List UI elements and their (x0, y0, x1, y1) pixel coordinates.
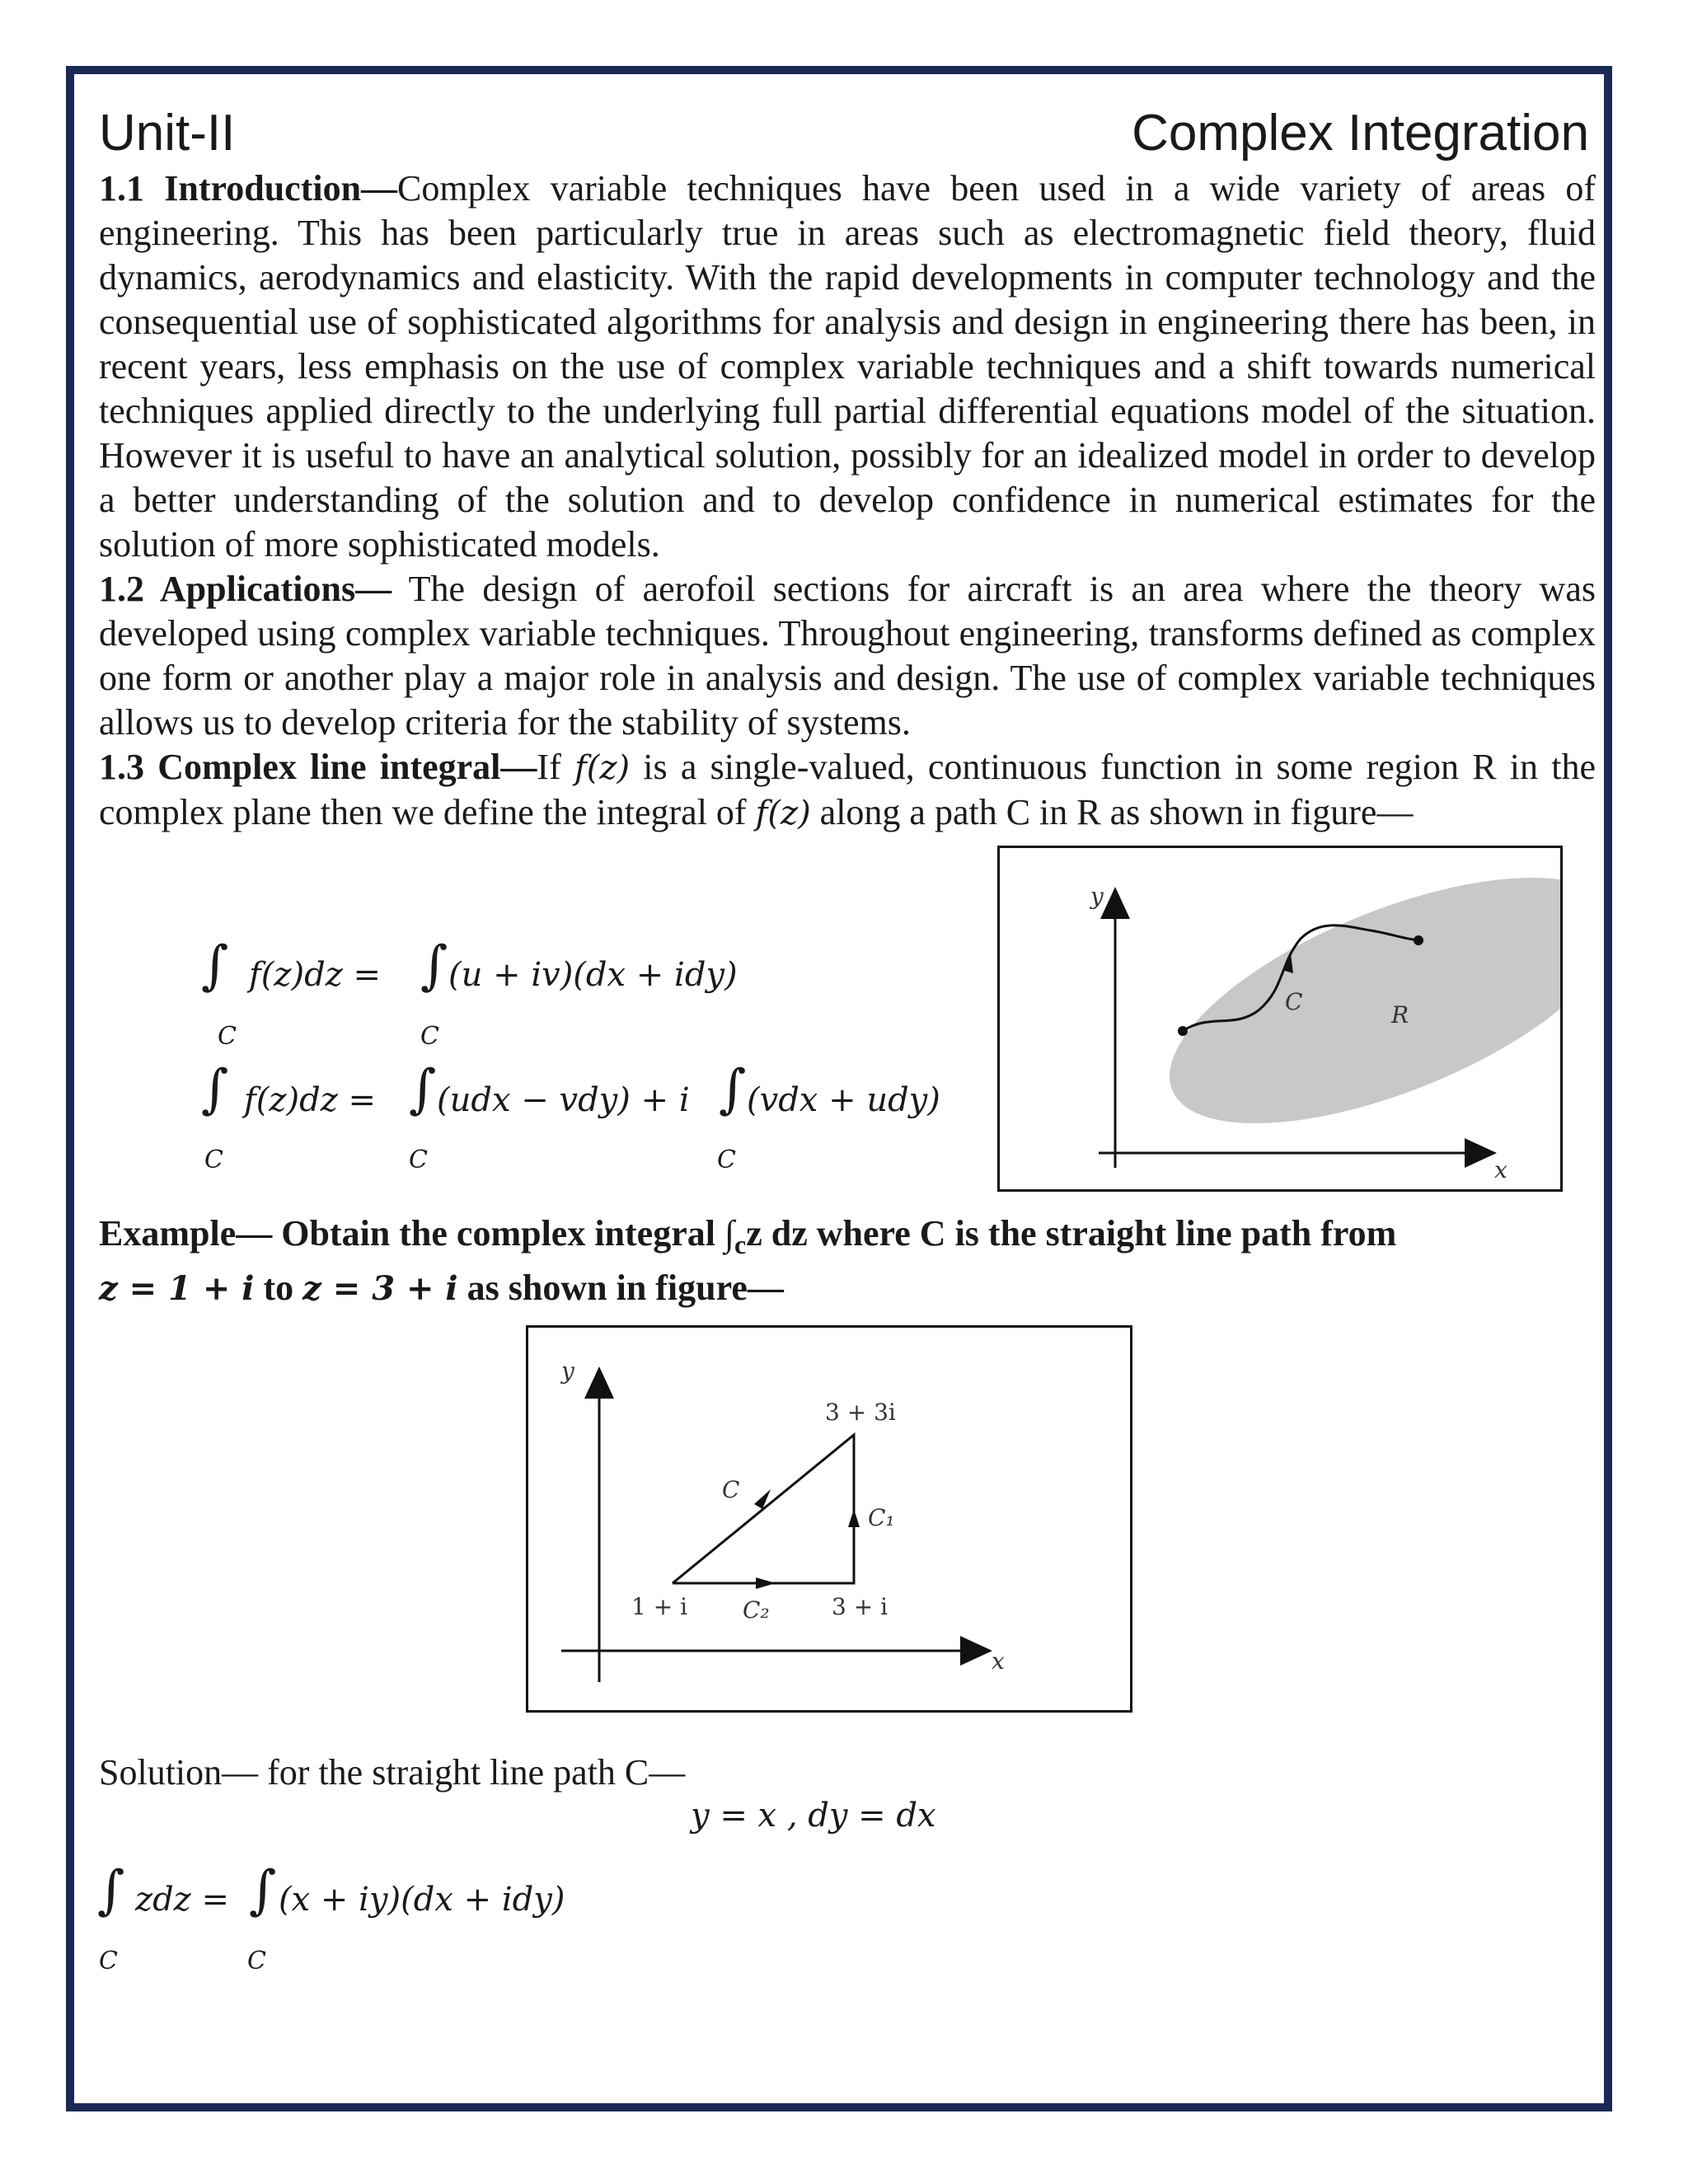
line-integral-text-a: If (537, 747, 574, 787)
example-integral-sign: ∫ (724, 1213, 735, 1254)
line-integral-heading: 1.3 Complex line integral— (99, 747, 537, 787)
example-integral-subscript: c (734, 1229, 747, 1259)
integral-subscript: C (204, 1146, 223, 1174)
intro-text: Complex variable techniques have been used in a wide variety of areas of engineering. This has been particularly true in areas such as electromagnetic field theory, fluid dynamics, aerodynamics and elasticity. With the rapid developments in computer technology and the consequential use of sophisticated algorithms for analysis and design in engineering there has been, in recent years, less emphasis on the use of complex variable techniques and a shift towards numerical techniques applied directly to the underlying full partial differential equations model of the situation. However it is useful to have an analytical solution, possibly for an idealized model in order to develop a better understanding of the solution and to develop confidence in numerical estimates for the solution of more sophisticated models. (99, 168, 1596, 565)
x-axis-label: x (1494, 1156, 1507, 1183)
example-line-2-text: as shown in figure— (457, 1268, 784, 1308)
equation-1-rhs: (u + iv)(dx + idy) (448, 956, 738, 994)
integral-subscript: C (247, 1947, 266, 1975)
region-ellipse (1138, 848, 1560, 1174)
intro-paragraph (99, 166, 1596, 567)
c2-arrow (756, 1577, 776, 1589)
applications-paragraph (99, 567, 1596, 745)
point-2-label: 3 + i (832, 1593, 889, 1620)
fz-symbol: f(z) (574, 749, 631, 787)
example-line-2 (99, 1266, 1596, 1311)
example-to: to (254, 1268, 303, 1308)
integral-subscript: C (420, 1022, 439, 1051)
equation-2-lhs: f(z)dz = (244, 1081, 376, 1119)
example-label: Example— Obtain the complex integral (99, 1213, 724, 1254)
y-axis-label: y (561, 1357, 574, 1385)
equation-1-lhs: f(z)dz = (249, 956, 381, 994)
fz-symbol-2: f(z) (755, 794, 811, 832)
path-c-label: C (722, 1476, 740, 1503)
line-integral-paragraph (99, 745, 1596, 836)
path-label: C (1285, 988, 1303, 1015)
unit-title: Unit-II (99, 105, 236, 162)
integral-subscript: C (99, 1947, 118, 1975)
region-path-diagram (1000, 848, 1560, 1189)
triangle-path-diagram (528, 1328, 1130, 1710)
path-c1-label: C₁ (868, 1504, 895, 1531)
equation-2-middle: (udx − vdy) + i (437, 1081, 690, 1119)
path-start-point (1178, 1026, 1188, 1036)
integral-sign: ∫ (97, 1860, 125, 1921)
integral-subscript: C (218, 1022, 237, 1051)
example-line-1 (99, 1212, 1596, 1267)
path-c2-label: C₂ (743, 1596, 770, 1624)
c1-arrow (848, 1509, 860, 1527)
integral-sign: ∫ (201, 935, 229, 996)
integral-sign: ∫ (249, 1860, 277, 1921)
triangle-path (673, 1435, 854, 1583)
intro-heading: 1.1 Introduction— (99, 168, 398, 209)
figure-triangle-path (526, 1325, 1132, 1713)
integral-subscript: C (717, 1146, 736, 1174)
path-end-point (1414, 935, 1423, 945)
figure-region-path (997, 846, 1563, 1192)
solution-rhs: (x + iy)(dx + idy) (279, 1881, 565, 1919)
line-integral-text-b: is a single-valued, continuous function in some region R in the complex plane then we define the integral of (99, 747, 1597, 832)
point-1-label: 1 + i (631, 1593, 688, 1620)
equation-2-rhs: (vdx + udy) (747, 1081, 940, 1119)
example-text: z dz where C is the straight line path from (746, 1213, 1397, 1254)
integral-sign: ∫ (719, 1059, 747, 1120)
example-end-point: z = 3 + i (302, 1269, 458, 1308)
path-equation: y = x , dy = dx (691, 1797, 936, 1835)
chapter-title: Complex Integration (1132, 105, 1589, 162)
integral-sign: ∫ (409, 1059, 437, 1120)
point-3-label: 3 + 3i (825, 1399, 896, 1426)
integral-sign: ∫ (420, 935, 448, 996)
x-axis-label: x (992, 1647, 1005, 1675)
solution-text: Solution— for the straight line path C— (99, 1752, 686, 1793)
integral-sign: ∫ (201, 1059, 229, 1120)
y-axis-label: y (1090, 883, 1104, 910)
example-start-point: z = 1 + i (99, 1269, 255, 1308)
region-label: R (1391, 1001, 1409, 1029)
solution-lhs: zdz = (135, 1881, 229, 1919)
applications-heading: 1.2 Applications— (99, 569, 392, 609)
applications-text: The design of aerofoil sections for aircraft is an area where the theory was developed using complex variable techniques. Throughout engineering, transforms defined as complex one form or another play a major role in analysis and design. The use of complex variable techniques allows us to develop criteria for the stability of systems. (99, 569, 1596, 743)
integral-subscript: C (409, 1146, 428, 1174)
line-integral-text-c: along a path C in R as shown in figure— (810, 792, 1414, 832)
